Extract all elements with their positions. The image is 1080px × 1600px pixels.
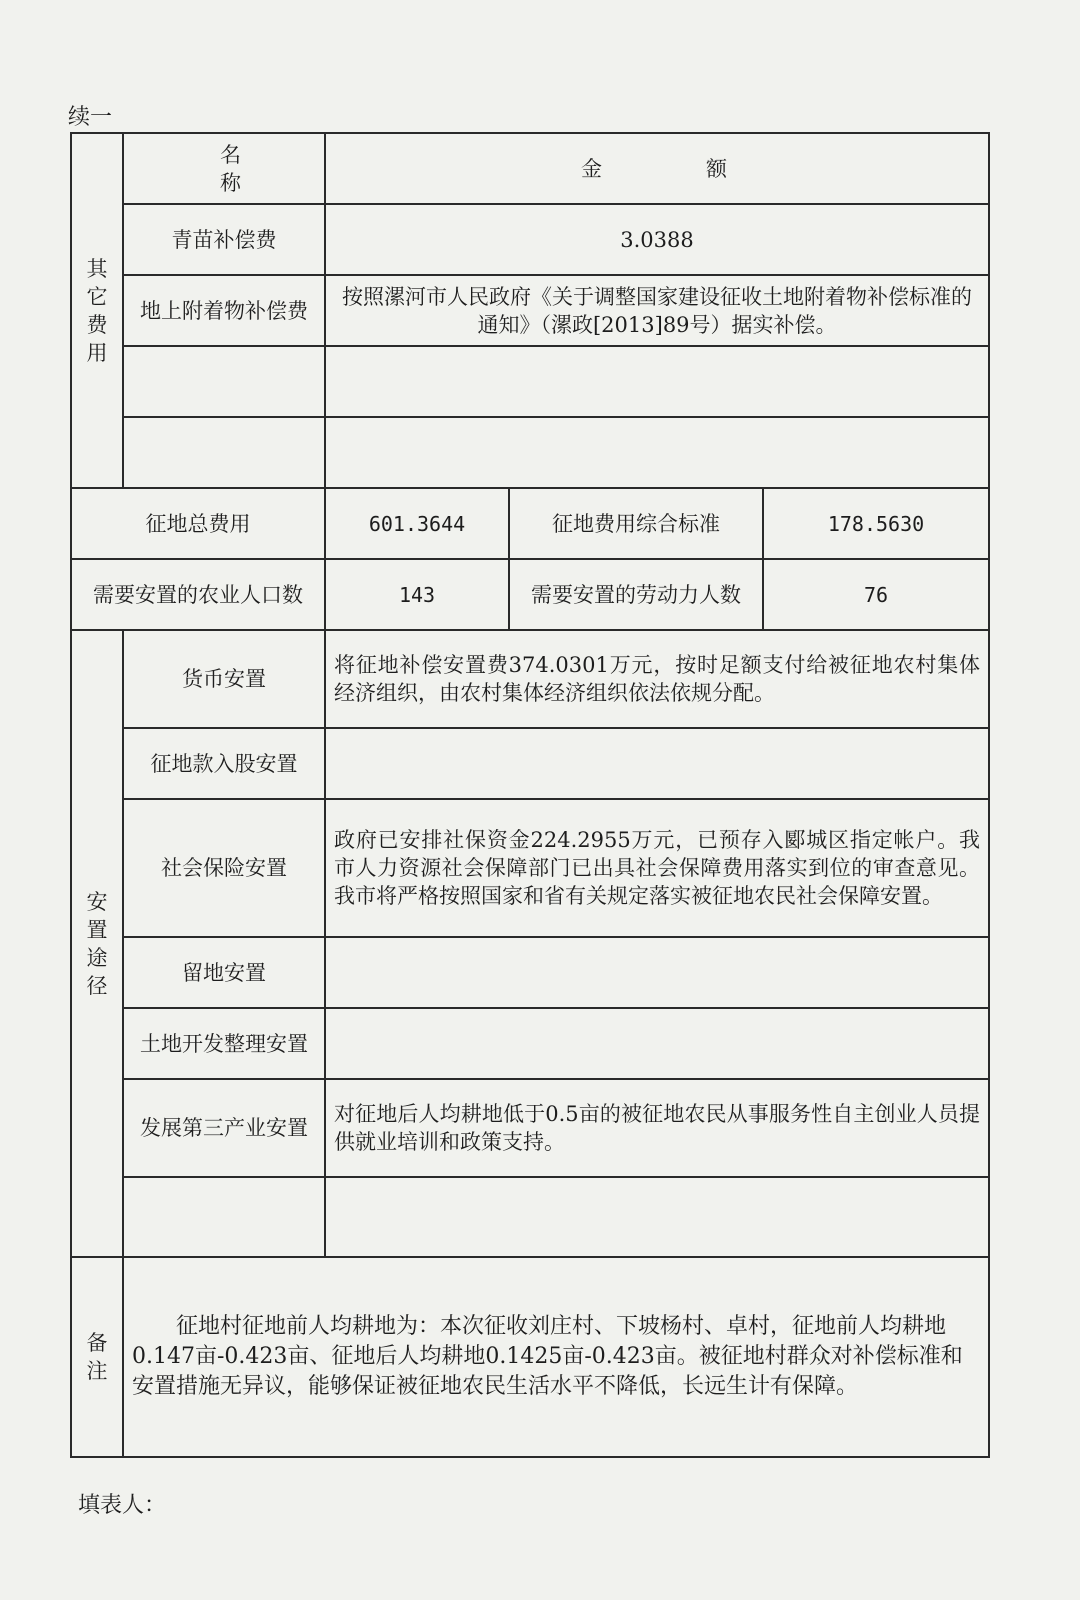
resettlement-name: 社会保险安置 <box>123 799 325 937</box>
table-row <box>71 1079 989 1177</box>
resettlement-content <box>325 1008 989 1079</box>
table-row <box>71 728 989 799</box>
resettlement-content <box>325 728 989 799</box>
fee-name: 青苗补偿费 <box>123 204 325 275</box>
resettlement-content: 将征地补偿安置费374.0301万元，按时足额支付给被征地农村集体经济组织，由农村集体经济组织依法依规分配。 <box>325 630 989 728</box>
filler-label: 填表人： <box>78 1493 167 1518</box>
empty-row <box>71 346 989 417</box>
name-column-header: 名称 <box>123 133 325 204</box>
resettlement-name: 土地开发整理安置 <box>123 1008 325 1079</box>
agri-population-label: 需要安置的农业人口数 <box>71 559 325 630</box>
other-fees-section-label: 其 它 费 用 <box>71 133 123 488</box>
empty-cell <box>123 417 325 488</box>
empty-cell <box>325 346 989 417</box>
continued-label: 续一 <box>68 105 113 130</box>
table-row <box>71 1008 989 1079</box>
resettlement-name: 发展第三产业安置 <box>123 1079 325 1177</box>
totals-row <box>71 488 989 559</box>
fee-name: 地上附着物补偿费 <box>123 275 325 346</box>
resettlement-section-label: 安 置 途 径 <box>71 630 123 1257</box>
empty-cell <box>123 1177 325 1257</box>
table-row <box>71 204 989 275</box>
empty-cell <box>123 346 325 417</box>
table-row <box>71 275 989 346</box>
empty-row <box>71 417 989 488</box>
header-row <box>71 133 989 204</box>
table-row <box>71 799 989 937</box>
amount-column-header: 金额 <box>325 133 989 204</box>
empty-row <box>71 1177 989 1257</box>
resettlement-content <box>325 937 989 1008</box>
empty-cell <box>325 417 989 488</box>
standard-value: 178.5630 <box>763 488 989 559</box>
fee-amount: 3.0388 <box>325 204 989 275</box>
empty-cell <box>325 1177 989 1257</box>
land-acquisition-form-table <box>70 132 990 1458</box>
agri-population-value: 143 <box>325 559 509 630</box>
fee-amount: 按照漯河市人民政府《关于调整国家建设征收土地附着物补偿标准的通知》（漯政[2013]89号）据实补偿。 <box>325 275 989 346</box>
table-row <box>71 937 989 1008</box>
standard-label: 征地费用综合标准 <box>509 488 763 559</box>
resettlement-content: 政府已安排社保资金224.2955万元，已预存入郾城区指定帐户。我市人力资源社会保障部门已出具社会保障费用落实到位的审查意见。我市将严格按照国家和省有关规定落实被征地农民社会保障安置。 <box>325 799 989 937</box>
resettlement-content: 对征地后人均耕地低于0.5亩的被征地农民从事服务性自主创业人员提供就业培训和政策支持。 <box>325 1079 989 1177</box>
labor-label: 需要安置的劳动力人数 <box>509 559 763 630</box>
total-cost-value: 601.3644 <box>325 488 509 559</box>
table-row <box>71 630 989 728</box>
total-cost-label: 征地总费用 <box>71 488 325 559</box>
population-row <box>71 559 989 630</box>
resettlement-name: 征地款入股安置 <box>123 728 325 799</box>
resettlement-name: 货币安置 <box>123 630 325 728</box>
resettlement-name: 留地安置 <box>123 937 325 1008</box>
labor-value: 76 <box>763 559 989 630</box>
remarks-row <box>71 1257 989 1457</box>
remarks-section-label: 备 注 <box>71 1257 123 1457</box>
remarks-text: 征地村征地前人均耕地为：本次征收刘庄村、下坡杨村、卓村，征地前人均耕地0.147亩-0.423亩、征地后人均耕地0.1425亩-0.423亩。被征地村群众对补偿标准和安置措施无异议，能够保证被征地农民生活水平不降低，长远生计有保障。 <box>123 1257 989 1457</box>
